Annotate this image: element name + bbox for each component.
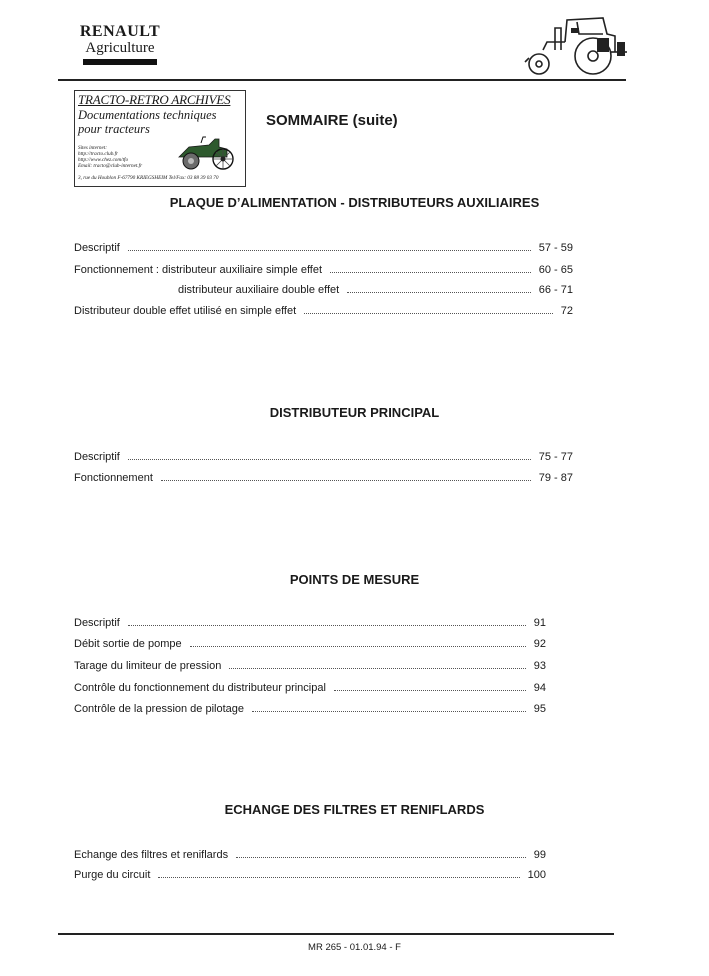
toc-page: 91 (533, 617, 546, 629)
toc-entry (74, 613, 546, 629)
toc-page: 60 - 65 (538, 264, 573, 276)
toc-entry (74, 865, 546, 881)
toc-page: 99 (533, 849, 546, 861)
toc-label: Fonctionnement (74, 472, 153, 484)
stamp-line-2: pour tracteurs (78, 122, 150, 136)
toc-page: 100 (527, 869, 546, 881)
toc-label: Echange des filtres et reniflards (74, 849, 229, 861)
toc-leader-dots (190, 645, 526, 647)
brand-subtitle: Agriculture (85, 40, 155, 56)
vintage-tractor-icon (175, 135, 237, 171)
toc-leader-dots (128, 458, 531, 460)
toc-label: distributeur auxiliaire double effet (178, 284, 340, 296)
stamp-sites-label: Sites internet: (78, 145, 107, 151)
toc-entry (74, 280, 573, 296)
toc-page: 75 - 77 (538, 451, 573, 463)
footer-rule (58, 933, 614, 935)
toc-entry (74, 468, 573, 484)
toc-entry (74, 447, 573, 463)
toc-label: Descriptif (74, 617, 120, 629)
toc-leader-dots (252, 710, 526, 712)
toc-leader-dots (304, 312, 553, 314)
toc-leader-dots (330, 271, 531, 273)
tractor-icon (517, 12, 629, 78)
stamp-email: Email: tracto@club-internet.fr (78, 163, 143, 169)
toc-leader-dots (158, 876, 519, 878)
toc-page: 95 (533, 703, 546, 715)
toc-entry (74, 238, 573, 254)
section-heading: PLAQUE D’ALIMENTATION - DISTRIBUTEURS AUXILIAIRES (169, 195, 540, 210)
toc-leader-dots (334, 689, 526, 691)
toc-entry (74, 699, 546, 715)
toc-page: 57 - 59 (538, 242, 573, 254)
toc-label: Descriptif (74, 242, 120, 254)
section-heading: DISTRIBUTEUR PRINCIPAL (269, 405, 440, 420)
stamp-line-1: Documentations techniques (78, 108, 217, 122)
toc-entry (74, 678, 546, 694)
archive-stamp (74, 90, 246, 187)
toc-entry (74, 260, 573, 276)
toc-label: Purge du circuit (74, 869, 151, 881)
toc-label: Distributeur double effet utilisé en simple effet (74, 305, 297, 317)
toc-page: 79 - 87 (538, 472, 573, 484)
toc-label: Descriptif (74, 451, 120, 463)
toc-entry (74, 656, 546, 672)
toc-label: Fonctionnement : distributeur auxiliaire simple effet (74, 264, 323, 276)
stamp-site-1: http://tracto.club.fr (78, 151, 119, 157)
toc-page: 93 (533, 660, 546, 672)
brand-logo (76, 24, 164, 65)
toc-leader-dots (229, 667, 525, 669)
section-heading: POINTS DE MESURE (289, 572, 420, 587)
header-rule (58, 79, 626, 81)
toc-leader-dots (128, 249, 531, 251)
toc-leader-dots (161, 479, 531, 481)
stamp-title: TRACTO-RETRO ARCHIVES (78, 92, 231, 107)
toc-label: Débit sortie de pompe (74, 638, 182, 650)
toc-entry (74, 634, 546, 650)
toc-leader-dots (347, 291, 531, 293)
page-title: SOMMAIRE (suite) (266, 112, 398, 129)
stamp-address: 3, rue du Houblon F-67790 KRIEGSHEIM Tel/Fax: 03 88 39 03 70 (78, 175, 219, 181)
toc-page: 92 (533, 638, 546, 650)
toc-leader-dots (236, 856, 526, 858)
toc-label: Contrôle du fonctionnement du distributeur principal (74, 682, 326, 694)
toc-label: Tarage du limiteur de pression (74, 660, 222, 672)
brand-underline-bar (83, 59, 157, 65)
toc-entry (74, 845, 546, 861)
document-reference: MR 265 - 01.01.94 - F (308, 942, 401, 953)
toc-page: 94 (533, 682, 546, 694)
toc-leader-dots (128, 624, 526, 626)
section-heading: ECHANGE DES FILTRES ET RENIFLARDS (224, 802, 485, 817)
brand-name: RENAULT (79, 23, 161, 40)
toc-entry (74, 301, 573, 317)
toc-page: 72 (560, 305, 573, 317)
toc-page: 66 - 71 (538, 284, 573, 296)
toc-label: Contrôle de la pression de pilotage (74, 703, 245, 715)
stamp-site-2: http://www.chez.com/tfo (78, 157, 129, 163)
